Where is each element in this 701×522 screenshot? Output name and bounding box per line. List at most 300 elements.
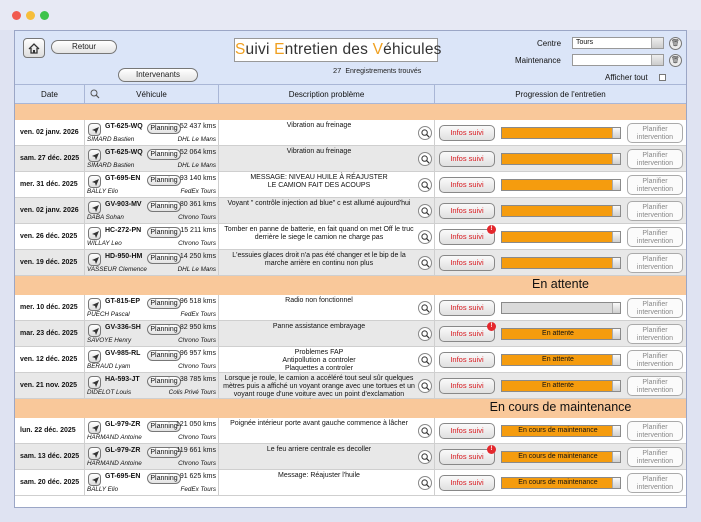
progress-bar — [501, 425, 621, 437]
row-date: ven. 12 déc. 2025 — [15, 347, 85, 373]
driver-name: WILLAY Leo — [87, 240, 122, 247]
driver-name: DIDELOT Louis — [87, 389, 132, 396]
infos-suivi-button[interactable]: Infos suivi — [439, 378, 495, 394]
col-date[interactable]: Date — [15, 85, 85, 104]
locate-vehicle-button[interactable] — [88, 298, 101, 311]
table-row[interactable] — [15, 321, 686, 347]
window-titlebar — [0, 0, 701, 30]
problem-description: Message: Réajuster l'huile — [278, 472, 360, 479]
row-progress — [435, 373, 686, 399]
close-window-button[interactable] — [12, 11, 21, 20]
centre-select[interactable] — [572, 37, 664, 49]
view-details-button[interactable] — [418, 476, 432, 490]
problem-description: Lorsque je roule, le camion a accéléré tout seul sûr quelques mètres puis a affiché un voyant orange avec une tortues et un voyant rouge d'une voiture avec un point d'exclamation — [223, 375, 415, 398]
row-description — [219, 444, 435, 470]
row-progress — [435, 198, 686, 224]
row-vehicle — [85, 373, 219, 399]
row-description — [219, 347, 435, 373]
vehicle-plate: GV-336-SH — [105, 324, 141, 331]
progress-bar — [501, 354, 621, 366]
minimize-window-button[interactable] — [26, 11, 35, 20]
driver-name: PUECH Pascal — [87, 311, 130, 318]
row-description — [219, 172, 435, 198]
row-vehicle — [85, 444, 219, 470]
view-details-button[interactable] — [418, 379, 432, 393]
planning-button[interactable]: Planning — [147, 123, 181, 134]
row-vehicle — [85, 224, 219, 250]
planifier-intervention-button[interactable]: Planifier intervention — [627, 227, 683, 247]
progress-bar — [501, 205, 621, 217]
group-header — [15, 399, 686, 418]
planifier-intervention-button[interactable]: Planifier intervention — [627, 447, 683, 467]
row-progress — [435, 418, 686, 444]
vehicle-plate: GT-695-EN — [105, 175, 141, 182]
magnifier-icon — [421, 181, 430, 190]
progress-bar — [501, 328, 621, 340]
group-title: En cours de maintenance — [489, 400, 632, 414]
row-description — [219, 250, 435, 276]
vehicle-plate: HA-593-JT — [105, 376, 140, 383]
retour-button[interactable]: Retour — [51, 40, 117, 54]
row-vehicle — [85, 172, 219, 198]
problem-description: MESSAGE: NIVEAU HUILE À RÉAJUSTER LE CAMION FAIT DES ACOUPS — [250, 174, 388, 189]
row-date: lun. 22 déc. 2025 — [15, 418, 85, 444]
view-details-button[interactable] — [418, 424, 432, 438]
table-row[interactable] — [15, 146, 686, 172]
records-label: Enregistrements trouvés — [345, 68, 422, 75]
progress-bar — [501, 127, 621, 139]
magnifier-icon — [421, 427, 430, 436]
table-row[interactable] — [15, 198, 686, 224]
row-progress — [435, 321, 686, 347]
column-header-row — [15, 85, 686, 104]
infos-suivi-button[interactable]: Infos suivi — [439, 352, 495, 368]
driver-name: BALLY Elio — [87, 188, 119, 195]
progress-fill — [502, 180, 614, 190]
row-vehicle — [85, 470, 219, 496]
planning-button[interactable]: Planning — [147, 298, 181, 309]
navigation-arrow-icon — [91, 379, 100, 388]
row-progress — [435, 250, 686, 276]
row-date: ven. 19 déc. 2025 — [15, 250, 85, 276]
row-date: sam. 20 déc. 2025 — [15, 470, 85, 496]
row-vehicle — [85, 295, 219, 321]
driver-name: BERAUD Lyam — [87, 363, 131, 370]
progress-handle — [612, 154, 620, 164]
view-details-button[interactable] — [418, 450, 432, 464]
problem-description: Radio non fonctionnel — [285, 297, 353, 304]
driver-name: DABA Sohan — [87, 214, 124, 221]
driver-name: HARMAND Antoine — [87, 460, 142, 467]
row-date: ven. 26 déc. 2025 — [15, 224, 85, 250]
vehicle-centre: DHL Le Mans — [177, 162, 216, 169]
planifier-intervention-button[interactable]: Planifier intervention — [627, 149, 683, 169]
locate-vehicle-button[interactable] — [88, 253, 101, 266]
title-text: ntretien des — [284, 41, 373, 58]
planning-button[interactable]: Planning — [147, 227, 181, 238]
planning-button[interactable]: Planning — [147, 253, 181, 264]
infos-suivi-button[interactable]: Infos suivi — [439, 475, 495, 491]
row-description — [219, 120, 435, 146]
planning-button[interactable]: Planning — [147, 201, 181, 212]
infos-suivi-button[interactable]: Infos suivi — [439, 326, 495, 342]
vehicle-centre: DHL Le Mans — [177, 266, 216, 273]
planifier-intervention-button[interactable]: Planifier intervention — [627, 123, 683, 143]
progress-fill — [502, 128, 614, 138]
view-details-button[interactable] — [418, 256, 432, 270]
trash-icon: 🗑 — [671, 40, 680, 47]
group-header — [15, 276, 686, 295]
vehicle-mileage: 15 211 kms — [180, 227, 216, 234]
table-row[interactable] — [15, 347, 686, 373]
planifier-intervention-button[interactable]: Planifier intervention — [627, 253, 683, 273]
planifier-intervention-button[interactable]: Planifier intervention — [627, 298, 683, 318]
vehicle-plate: GT-815-EP — [105, 298, 141, 305]
records-count: 27 — [333, 66, 342, 75]
magnifier-icon — [421, 233, 430, 242]
progress-bar — [501, 153, 621, 165]
row-vehicle — [85, 198, 219, 224]
row-vehicle — [85, 418, 219, 444]
planifier-intervention-button[interactable]: Planifier intervention — [627, 175, 683, 195]
planning-button[interactable]: Planning — [147, 376, 181, 387]
row-description — [219, 295, 435, 321]
title-accent-letter: E — [274, 41, 285, 58]
locate-vehicle-button[interactable] — [88, 227, 101, 240]
row-vehicle — [85, 250, 219, 276]
problem-description: L'essuies glaces droit n'a pas été changer et le bip de la marche arrière en continu non plus — [232, 252, 406, 267]
infos-suivi-button[interactable]: Infos suivi — [439, 449, 495, 465]
table-row[interactable] — [15, 250, 686, 276]
navigation-arrow-icon — [91, 301, 100, 310]
centre-select-value: Tours — [576, 39, 594, 46]
vehicle-centre: FedEx Tours — [180, 486, 216, 493]
row-progress — [435, 120, 686, 146]
trash-icon: 🗑 — [671, 57, 680, 64]
infos-suivi-button[interactable]: Infos suivi — [439, 203, 495, 219]
row-date: mar. 23 déc. 2025 — [15, 321, 85, 347]
vehicle-centre: Chrono Tours — [178, 240, 216, 247]
magnifier-icon — [421, 330, 430, 339]
vehicle-mileage: 121 050 kms — [175, 421, 216, 428]
vehicle-mileage: 96 957 kms — [179, 350, 216, 357]
navigation-arrow-icon — [91, 178, 100, 187]
view-details-button[interactable] — [418, 353, 432, 367]
col-progression[interactable]: Progression de l'entretien — [515, 90, 606, 99]
row-date: mer. 31 déc. 2025 — [15, 172, 85, 198]
progress-fill — [502, 154, 614, 164]
vehicle-centre: Chrono Tours — [178, 460, 216, 467]
row-date: sam. 27 déc. 2025 — [15, 146, 85, 172]
row-progress — [435, 146, 686, 172]
table-row[interactable] — [15, 418, 686, 444]
driver-name: SIMARD Bastien — [87, 162, 135, 169]
driver-name: SAVOYE Henry — [87, 337, 132, 344]
table-row[interactable] — [15, 373, 686, 399]
vehicle-centre: Chrono Tours — [178, 214, 216, 221]
locate-vehicle-button[interactable] — [88, 447, 101, 460]
progress-status: En attente — [542, 330, 574, 337]
vehicle-centre: FedEx Tours — [180, 188, 216, 195]
alert-badge-icon: ! — [487, 445, 496, 454]
row-progress — [435, 444, 686, 470]
records-found — [333, 66, 421, 75]
planning-button[interactable]: Planning — [147, 149, 181, 160]
title-text: uivi — [245, 41, 275, 58]
vehicle-centre: Chrono Tours — [178, 337, 216, 344]
title-text: éhicules — [383, 41, 442, 58]
planning-button[interactable]: Planning — [147, 175, 181, 186]
problem-description: Vibration au freinage — [286, 122, 352, 129]
title-accent-letter: V — [372, 41, 384, 58]
vehicle-mileage: 96 518 kms — [179, 298, 216, 305]
planifier-intervention-button[interactable]: Planifier intervention — [627, 421, 683, 441]
search-icon[interactable] — [90, 89, 100, 99]
row-date: mer. 10 déc. 2025 — [15, 295, 85, 321]
progress-handle — [612, 232, 620, 242]
magnifier-icon — [421, 155, 430, 164]
magnifier-icon — [421, 356, 430, 365]
vehicle-plate: GV-985-RL — [105, 350, 141, 357]
clear-maintenance-button[interactable] — [669, 54, 682, 67]
vehicle-plate: GV-903-MV — [105, 201, 142, 208]
row-description — [219, 373, 435, 399]
navigation-arrow-icon — [91, 204, 100, 213]
navigation-arrow-icon — [91, 126, 100, 135]
progress-handle — [612, 128, 620, 138]
locate-vehicle-button[interactable] — [88, 421, 101, 434]
afficher-tout-label: Afficher tout — [605, 73, 648, 82]
view-details-button[interactable] — [418, 152, 432, 166]
vehicle-plate: GT-695-EN — [105, 473, 141, 480]
progress-status: En cours de maintenance — [518, 479, 598, 486]
maintenance-label: Maintenance — [515, 56, 561, 65]
clear-centre-button[interactable] — [669, 37, 682, 50]
chevron-down-icon — [651, 38, 663, 48]
progress-handle — [612, 206, 620, 216]
vehicle-mileage: 119 661 kms — [176, 447, 216, 454]
problem-description: Voyant " contrôle injection ad blue" c est allumé aujourd'hui — [227, 200, 411, 207]
view-details-button[interactable] — [418, 327, 432, 341]
driver-name: BALLY Elio — [87, 486, 119, 493]
home-icon — [28, 43, 40, 54]
problem-description: Le feu arriere centrale es decoller — [266, 446, 372, 453]
col-description[interactable]: Description problème — [219, 85, 435, 104]
row-progress — [435, 172, 686, 198]
row-vehicle — [85, 321, 219, 347]
navigation-arrow-icon — [91, 424, 100, 433]
planning-button[interactable]: Planning — [147, 447, 181, 458]
locate-vehicle-button[interactable] — [88, 473, 101, 486]
row-description — [219, 321, 435, 347]
problem-description: Tomber en panne de batterie, en fait quand on met Off le truc derrière le siege le camion ne charge pas — [224, 226, 414, 241]
view-details-button[interactable] — [418, 301, 432, 315]
driver-name: VASSEUR Clemence — [87, 266, 147, 273]
page-title — [234, 38, 442, 62]
intervenants-button[interactable]: Intervenants — [118, 68, 198, 82]
vehicle-centre: FedEx Tours — [180, 311, 216, 318]
infos-suivi-button[interactable]: Infos suivi — [439, 229, 495, 245]
planifier-intervention-button[interactable]: Planifier intervention — [627, 201, 683, 221]
driver-name: HARMAND Antoine — [87, 434, 142, 441]
vehicle-plate: GT-625-WQ — [105, 149, 143, 156]
progress-bar — [501, 179, 621, 191]
progress-fill — [502, 206, 614, 216]
group-header-blank — [15, 104, 686, 120]
row-description — [219, 470, 435, 496]
progress-bar — [501, 477, 621, 489]
vehicle-mileage: 52 437 kms — [179, 123, 216, 130]
locate-vehicle-button[interactable] — [88, 376, 101, 389]
table-row[interactable] — [15, 295, 686, 321]
vehicle-mileage: 14 250 kms — [179, 253, 216, 260]
vehicle-plate: HD-950-HM — [105, 253, 143, 260]
problem-description: Panne assistance embrayage — [272, 323, 366, 330]
planning-button[interactable]: Planning — [147, 324, 181, 335]
row-vehicle — [85, 146, 219, 172]
group-title: En attente — [532, 277, 589, 291]
alert-badge-icon: ! — [487, 225, 496, 234]
progress-fill — [502, 232, 614, 242]
row-description — [219, 198, 435, 224]
col-vehicule-label: Véhicule — [136, 90, 167, 99]
vehicle-centre: Chrono Tours — [178, 434, 216, 441]
locate-vehicle-button[interactable] — [88, 149, 101, 162]
magnifier-icon — [421, 479, 430, 488]
navigation-arrow-icon — [91, 353, 100, 362]
col-vehicule[interactable] — [85, 85, 219, 104]
table-row[interactable] — [15, 470, 686, 496]
row-date: sam. 13 déc. 2025 — [15, 444, 85, 470]
row-progress — [435, 347, 686, 373]
row-date: ven. 02 janv. 2026 — [15, 120, 85, 146]
driver-name: SIMARD Bastien — [87, 136, 135, 143]
chevron-down-icon — [651, 55, 663, 65]
planifier-intervention-button[interactable]: Planifier intervention — [627, 376, 683, 396]
vehicle-centre: Colis Privé Tours — [168, 389, 216, 396]
navigation-arrow-icon — [91, 327, 100, 336]
progress-fill — [502, 258, 614, 268]
progress-handle — [612, 258, 620, 268]
locate-vehicle-button[interactable] — [88, 201, 101, 214]
infos-suivi-button[interactable]: Infos suivi — [439, 151, 495, 167]
magnifier-icon — [421, 207, 430, 216]
planifier-intervention-button[interactable]: Planifier intervention — [627, 473, 683, 493]
progress-bar — [501, 380, 621, 392]
header-panel — [15, 31, 686, 85]
zoom-window-button[interactable] — [40, 11, 49, 20]
vehicle-mileage: 82 950 kms — [179, 324, 216, 331]
progress-handle — [612, 303, 620, 313]
progress-bar — [501, 451, 621, 463]
navigation-arrow-icon — [91, 152, 100, 161]
planning-button[interactable]: Planning — [147, 350, 181, 361]
planning-button[interactable]: Planning — [147, 473, 181, 484]
vehicle-centre: DHL Le Mans — [177, 136, 216, 143]
row-vehicle — [85, 120, 219, 146]
progress-bar — [501, 302, 621, 314]
progress-bar — [501, 231, 621, 243]
view-details-button[interactable] — [418, 204, 432, 218]
progress-status: En attente — [542, 382, 574, 389]
problem-description: Problemes FAP Antipollution a controler Plaquettes a controler — [282, 349, 356, 372]
progress-handle — [612, 180, 620, 190]
navigation-arrow-icon — [91, 256, 100, 265]
vehicle-plate: HC-272-PN — [105, 227, 142, 234]
title-accent-letter: S — [235, 41, 246, 58]
progress-bar — [501, 257, 621, 269]
progress-status: En cours de maintenance — [518, 453, 598, 460]
app-window — [14, 30, 687, 508]
locate-vehicle-button[interactable] — [88, 123, 101, 136]
problem-description: Vibration au freinage — [286, 148, 352, 155]
planifier-intervention-button[interactable]: Planifier intervention — [627, 350, 683, 370]
row-progress — [435, 295, 686, 321]
row-date: ven. 21 nov. 2025 — [15, 373, 85, 399]
navigation-arrow-icon — [91, 450, 100, 459]
progress-status: En cours de maintenance — [518, 427, 598, 434]
row-description — [219, 418, 435, 444]
table-row[interactable] — [15, 172, 686, 198]
maintenance-select[interactable] — [572, 54, 664, 66]
table-row[interactable] — [15, 224, 686, 250]
row-vehicle — [85, 347, 219, 373]
planning-button[interactable]: Planning — [147, 421, 181, 432]
centre-label: Centre — [537, 39, 562, 48]
infos-suivi-button[interactable]: Infos suivi — [439, 125, 495, 141]
row-progress — [435, 224, 686, 250]
alert-badge-icon: ! — [487, 322, 496, 331]
row-description — [219, 146, 435, 172]
view-details-button[interactable] — [418, 126, 432, 140]
navigation-arrow-icon — [91, 230, 100, 239]
magnifier-icon — [421, 304, 430, 313]
navigation-arrow-icon — [91, 476, 100, 485]
vehicle-mileage: 93 140 kms — [179, 175, 216, 182]
row-description — [219, 224, 435, 250]
locate-vehicle-button[interactable] — [88, 175, 101, 188]
vehicle-centre: Chrono Tours — [178, 363, 216, 370]
infos-suivi-button[interactable]: Infos suivi — [439, 255, 495, 271]
row-date: ven. 02 janv. 2026 — [15, 198, 85, 224]
home-button[interactable] — [23, 38, 45, 58]
row-progress — [435, 470, 686, 496]
vehicle-mileage: 80 361 kms — [179, 201, 216, 208]
problem-description: Poignée intérieur porte avant gauche commence à lâcher — [230, 420, 408, 427]
planifier-intervention-button[interactable]: Planifier intervention — [627, 324, 683, 344]
vehicle-mileage: 52 064 kms — [179, 149, 216, 156]
magnifier-icon — [421, 453, 430, 462]
vehicle-plate: GT-625-WQ — [105, 123, 143, 130]
infos-suivi-button[interactable]: Infos suivi — [439, 423, 495, 439]
magnifier-icon — [421, 129, 430, 138]
view-details-button[interactable] — [418, 178, 432, 192]
afficher-tout-checkbox[interactable] — [659, 74, 666, 81]
vehicle-plate: GL-979-ZR — [105, 421, 141, 428]
magnifier-icon — [421, 259, 430, 268]
view-details-button[interactable] — [418, 230, 432, 244]
infos-suivi-button[interactable]: Infos suivi — [439, 300, 495, 316]
vehicle-plate: GL-979-ZR — [105, 447, 141, 454]
locate-vehicle-button[interactable] — [88, 324, 101, 337]
infos-suivi-button[interactable]: Infos suivi — [439, 177, 495, 193]
table-row[interactable] — [15, 120, 686, 146]
vehicle-mileage: 38 785 kms — [179, 376, 216, 383]
table-row[interactable] — [15, 444, 686, 470]
progress-status: En attente — [542, 356, 574, 363]
locate-vehicle-button[interactable] — [88, 350, 101, 363]
magnifier-icon — [421, 382, 430, 391]
